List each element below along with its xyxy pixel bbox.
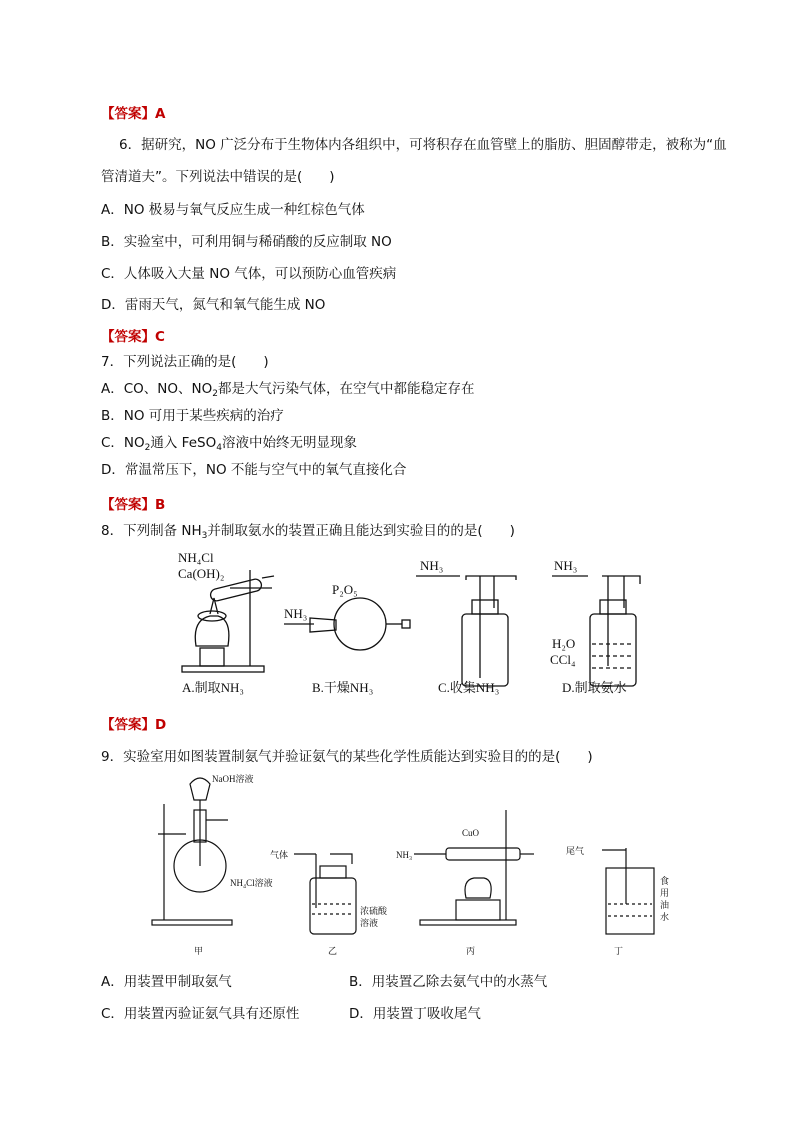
q6-option-d: D．雷雨天气，氮气和氧气能生成 NO	[101, 297, 326, 313]
q6-option-b: B．实验室中，可利用铜与稀硝酸的反应制取 NO	[101, 234, 392, 250]
jia-naoh-label: NaOH溶液	[212, 774, 254, 784]
d-layer-ccl4: CCl₄	[550, 652, 576, 667]
d-layer-h2o: H₂O	[552, 636, 576, 651]
ding-liquid-4: 水	[660, 912, 670, 922]
caption-c: C.收集NH₃	[438, 680, 500, 695]
answer-q6: 【答案】C	[101, 329, 165, 345]
question-8-stem: 8．下列制备 $NH_3$并制取氨水的装置正确且能达到实验目的的是( )	[101, 523, 515, 541]
q8-apparatus-figure	[170, 548, 690, 698]
a-reagent-nh4cl: NH₄Cl	[178, 550, 214, 565]
apparatus-c	[416, 576, 516, 686]
caption-a: A.制取NH₃	[182, 680, 244, 695]
ding-gas-label: 尾气	[566, 846, 585, 856]
answer-q7: 【答案】B	[101, 497, 166, 513]
q9-option-c: C．用装置丙验证氨气具有还原性	[101, 1006, 300, 1022]
question-6-stem-cont: 管清道夫”。下列说法中错误的是( )	[101, 169, 335, 185]
c-gas-nh3: NH₃	[420, 558, 444, 573]
ding-liquid-1: 食	[660, 876, 670, 886]
q9-option-d: D．用装置丁吸收尾气	[349, 1006, 481, 1022]
apparatus-ding	[602, 848, 654, 934]
b-reagent-p2o5: P₂O₅	[332, 582, 358, 597]
q6-option-a: A．NO 极易与氧气反应生成一种红棕色气体	[101, 202, 365, 218]
question-9-stem: 9．实验室用如图装置制氨气并验证氨气的某些化学性质能达到实验目的的是( )	[101, 749, 593, 765]
ding-liquid-3: 油	[660, 900, 670, 910]
answer-q5: 【答案】A	[101, 106, 166, 122]
caption-d: D.制取氨水	[562, 680, 627, 695]
jia-nh4cl-label: NH₄Cl溶液	[230, 878, 273, 888]
bing-gas-label: NH₃	[396, 850, 413, 860]
b-gas-nh3: NH₃	[284, 606, 308, 621]
caption-bing: 丙	[466, 946, 476, 956]
bing-cuo-label: CuO	[462, 828, 480, 838]
q9-option-a: A．用装置甲制取氨气	[101, 974, 232, 990]
q7-option-a: A．CO、NO、$NO_2$都是大气污染气体，在空气中都能稳定存在	[101, 381, 475, 399]
caption-jia: 甲	[194, 946, 204, 956]
q9-option-b: B．用装置乙除去氨气中的水蒸气	[349, 974, 548, 990]
apparatus-a	[182, 570, 274, 672]
question-7-stem: 7．下列说法正确的是( )	[101, 354, 269, 370]
ding-liquid-2: 用	[660, 888, 670, 898]
yi-gas-label: 气体	[270, 850, 289, 860]
d-gas-nh3: NH₃	[554, 558, 578, 573]
caption-b: B.干燥NH₃	[312, 680, 374, 695]
question-6-stem: 6．据研究，NO 广泛分布于生物体内各组织中，可将积存在血管壁上的脂肪、胆固醇带走，被称为“血	[119, 137, 727, 153]
q6-option-c: C．人体吸入大量 NO 气体，可以预防心血管疾病	[101, 266, 397, 282]
q9-apparatus-figure	[148, 770, 688, 962]
apparatus-d	[552, 576, 640, 686]
q7-option-d: D．常温常压下，NO 不能与空气中的氧气直接化合	[101, 462, 407, 478]
apparatus-yi	[294, 854, 356, 934]
yi-liquid-label-2: 溶液	[360, 918, 379, 928]
caption-ding: 丁	[614, 946, 624, 956]
q7-option-c: C．$NO_2$通入 FeSO$_4$溶液中始终无明显现象	[101, 435, 357, 453]
yi-liquid-label-1: 浓硫酸	[360, 906, 388, 916]
caption-yi: 乙	[328, 946, 338, 956]
q7-option-b: B．NO 可用于某些疾病的治疗	[101, 408, 284, 424]
apparatus-jia	[152, 778, 232, 925]
answer-q8: 【答案】D	[101, 717, 167, 733]
a-reagent-caoh2: Ca(OH)₂	[178, 566, 225, 581]
